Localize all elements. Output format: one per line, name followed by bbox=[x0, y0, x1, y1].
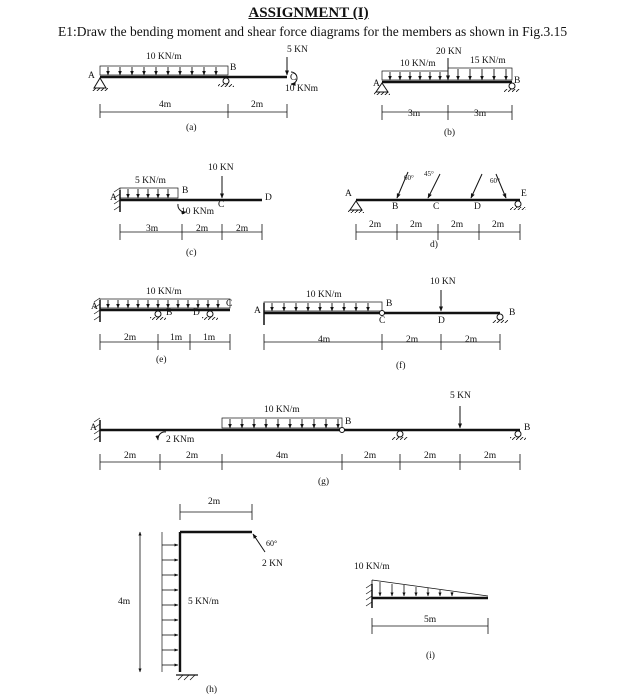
fig-b-dim-1: 3m bbox=[408, 109, 421, 119]
fig-a-point-C: C bbox=[290, 73, 297, 83]
fig-e-point-B: B bbox=[166, 308, 173, 318]
udl-a bbox=[100, 66, 228, 75]
fig-g-dim-3: 4m bbox=[276, 451, 289, 461]
fig-c-udl: 5 KN/m bbox=[135, 176, 166, 186]
fig-c-point-A: A bbox=[110, 193, 117, 203]
question-text: E1:Draw the bending moment and shear force diagrams for the members as shown in Fig.3.15 bbox=[58, 24, 568, 39]
fig-c-point-C: C bbox=[218, 200, 225, 210]
fig-c-dim-1: 3m bbox=[146, 224, 159, 234]
fig-g-point-load: 5 KN bbox=[450, 391, 471, 401]
fig-d-point-E: E bbox=[521, 189, 527, 199]
fig-h-angle: 60° bbox=[266, 539, 278, 548]
fig-h-dim-width: 2m bbox=[208, 497, 221, 507]
fig-d-angle-1: 60° bbox=[404, 174, 414, 182]
fig-g-dim-2: 2m bbox=[186, 451, 199, 461]
pin-support-icon bbox=[94, 78, 106, 88]
fig-c-point-load: 10 KN bbox=[208, 163, 234, 173]
roller-support-icon bbox=[223, 78, 229, 84]
fig-e-point-A: A bbox=[91, 302, 98, 312]
fig-f-point-C: C bbox=[379, 316, 386, 326]
fig-a-caption: (a) bbox=[186, 123, 197, 133]
fig-d-angle-3: 60° bbox=[490, 177, 500, 185]
figure-b bbox=[374, 58, 520, 120]
fig-b-point-load: 20 KN bbox=[436, 47, 462, 57]
fig-a-udl: 10 KN/m bbox=[146, 52, 182, 62]
fig-f-dim-2: 2m bbox=[406, 335, 419, 345]
fig-f-dim-3: 2m bbox=[465, 335, 478, 345]
fig-d-dim-3: 2m bbox=[451, 220, 464, 230]
fig-a-moment: 10 KNm bbox=[285, 84, 318, 94]
figure-a bbox=[92, 57, 297, 118]
fig-h-caption: (h) bbox=[206, 685, 218, 695]
fig-c-caption: (c) bbox=[186, 248, 197, 258]
fig-f-point-B: B bbox=[386, 299, 393, 309]
fig-f-caption: (f) bbox=[396, 361, 406, 371]
fig-i-udl: 10 KN/m bbox=[354, 562, 390, 572]
fig-c-moment: 10 KNm bbox=[181, 207, 214, 217]
fig-f-point-A: A bbox=[254, 306, 261, 316]
fig-g-point-B: B bbox=[345, 417, 352, 427]
fig-e-caption: (e) bbox=[156, 355, 167, 365]
fig-d-dim-4: 2m bbox=[492, 220, 505, 230]
fig-b-point-B: B bbox=[514, 76, 521, 86]
fig-a-dim-2: 2m bbox=[251, 100, 264, 110]
figure-h bbox=[140, 504, 265, 680]
fig-g-udl: 10 KN/m bbox=[264, 405, 300, 415]
fig-e-dim-2: 1m bbox=[170, 333, 183, 343]
fig-d-point-C: C bbox=[433, 202, 440, 212]
figure-i bbox=[366, 580, 488, 634]
fig-e-dim-1: 2m bbox=[124, 333, 137, 343]
figure-g bbox=[94, 406, 526, 470]
fig-d-point-B: B bbox=[392, 202, 399, 212]
fig-h-dim-height: 4m bbox=[118, 597, 131, 607]
fig-i-caption: (i) bbox=[426, 651, 435, 661]
fig-g-moment: 2 KNm bbox=[166, 435, 195, 445]
fig-a-point-A: A bbox=[88, 71, 95, 81]
fig-e-dim-3: 1m bbox=[203, 333, 216, 343]
fig-c-point-D: D bbox=[265, 193, 272, 203]
fig-a-point-load: 5 KN bbox=[287, 45, 308, 55]
fig-e-udl: 10 KN/m bbox=[146, 287, 182, 297]
fig-d-point-A: A bbox=[345, 189, 352, 199]
fig-g-dim-6: 2m bbox=[484, 451, 497, 461]
fig-d-dim-2: 2m bbox=[410, 220, 423, 230]
fig-h-udl: 5 KN/m bbox=[188, 597, 219, 607]
fig-c-point-B: B bbox=[182, 186, 189, 196]
fig-b-udl-2: 15 KN/m bbox=[470, 56, 506, 66]
fig-a-dim-1: 4m bbox=[159, 100, 172, 110]
fig-b-point-A: A bbox=[373, 79, 380, 89]
fig-f-point-B2: B bbox=[509, 308, 516, 318]
fig-d-point-D: D bbox=[474, 202, 481, 212]
fig-g-caption: (g) bbox=[318, 477, 330, 487]
fig-f-udl: 10 KN/m bbox=[306, 290, 342, 300]
fig-f-point-load: 10 KN bbox=[430, 277, 456, 287]
fig-e-point-D: D bbox=[193, 308, 200, 318]
fig-b-caption: (b) bbox=[444, 128, 456, 138]
fig-g-point-A: A bbox=[90, 423, 97, 433]
fig-g-dim-1: 2m bbox=[124, 451, 137, 461]
fig-g-dim-5: 2m bbox=[424, 451, 437, 461]
fig-c-dim-2: 2m bbox=[196, 224, 209, 234]
fig-b-dim-2: 3m bbox=[474, 109, 487, 119]
fig-d-dim-1: 2m bbox=[369, 220, 382, 230]
fig-g-dim-4: 2m bbox=[364, 451, 377, 461]
assignment-title: ASSIGNMENT (I) bbox=[248, 5, 369, 21]
fig-i-dim: 5m bbox=[424, 615, 437, 625]
fig-d-angle-2: 45° bbox=[424, 170, 434, 178]
fig-h-point-load: 2 KN bbox=[262, 559, 283, 569]
fig-f-point-D: D bbox=[438, 316, 445, 326]
fig-f-dim-1: 4m bbox=[318, 335, 331, 345]
fig-g-point-B2: B bbox=[524, 423, 531, 433]
fig-d-caption: d) bbox=[430, 240, 438, 250]
fig-a-point-B: B bbox=[230, 63, 237, 73]
fig-e-point-C: C bbox=[226, 299, 233, 309]
fig-b-udl-1: 10 KN/m bbox=[400, 59, 436, 69]
fig-c-dim-3: 2m bbox=[236, 224, 249, 234]
